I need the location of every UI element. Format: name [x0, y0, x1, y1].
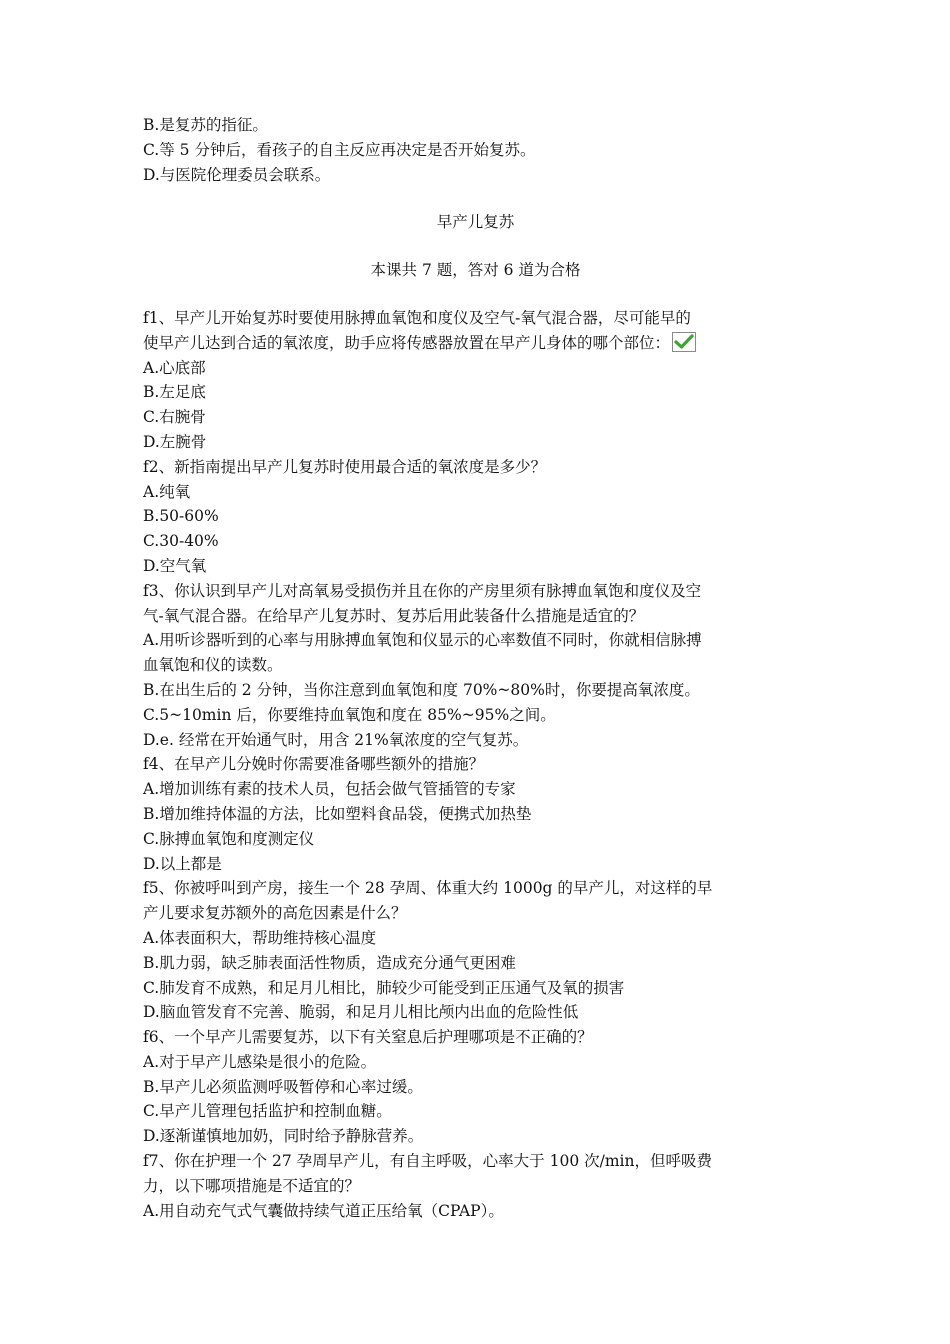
option-line: A.对于早产儿感染是很小的危险。: [143, 1052, 377, 1071]
option-line: C.右腕骨: [143, 408, 206, 427]
question-block: [143, 752, 808, 876]
question-block: [143, 579, 808, 753]
option-line: A.增加训练有素的技术人员，包括会做气管插管的专家: [143, 780, 516, 799]
question-block: [143, 455, 808, 579]
question-text: f4、在早产儿分娩时你需要准备哪些额外的措施？: [143, 755, 485, 774]
question-text: f6、一个早产儿需要复苏，以下有关窒息后护理哪项是不正确的？: [143, 1028, 593, 1047]
section-title: 早产儿复苏: [436, 213, 515, 232]
question-text: f5、你被呼叫到产房，接生一个 28 孕周、体重大约 1000g 的早产儿，对这样的早: [143, 879, 713, 898]
option-line: C.5~10min 后，你要维持血氧饱和度在 85%~95%之间。: [143, 705, 556, 724]
option-line: A.体表面积大，帮助维持核心温度: [143, 928, 377, 947]
option-line: A.用听诊器听到的心率与用脉搏血氧饱和仪显示的心率数值不同时，你就相信脉搏: [143, 631, 702, 650]
question-block: [143, 876, 808, 1025]
option-line: D.脑血管发育不完善、脆弱，和足月儿相比颅内出血的危险性低: [143, 1003, 579, 1022]
option-line: A.纯氧: [143, 482, 191, 501]
option-line: C.30-40%: [143, 532, 219, 551]
option-line: C.脉搏血氧饱和度测定仪: [143, 829, 315, 848]
option-line: D.以上都是: [143, 854, 222, 873]
document-content: [143, 113, 808, 1223]
option-line: B.在出生后的 2 分钟，当你注意到血氧饱和度 70%~80%时，你要提高氧浓度。: [143, 680, 700, 699]
option-line: A.用自动充气式气囊做持续气道正压给氧（CPAP）。: [143, 1201, 504, 1220]
question-text: f1、早产儿开始复苏时要使用脉搏血氧饱和度仪及空气-氧气混合器，尽可能早的: [143, 308, 691, 327]
option-line: C.等 5 分钟后，看孩子的自主反应再决定是否开始复苏。: [143, 140, 536, 159]
option-line: 血氧饱和仪的读数。: [143, 656, 283, 675]
option-line: B.早产儿必须监测呼吸暂停和心率过缓。: [143, 1077, 423, 1096]
question-text: f2、新指南提出早产儿复苏时使用最合适的氧浓度是多少？: [143, 457, 547, 476]
option-line: B.50-60%: [143, 507, 219, 526]
question-text: 气-氧气混合器。在给早产儿复苏时、复苏后用此装备什么措施是适宜的？: [143, 606, 645, 625]
question-text: f3、你认识到早产儿对高氧易受损伤并且在你的产房里须有脉搏血氧饱和度仪及空: [143, 581, 702, 600]
option-line: C.早产儿管理包括监护和控制血糖。: [143, 1102, 392, 1121]
question-text-part: 使早产儿达到合适的氧浓度，助手应将传感器放置在早产儿身体的哪个部位：: [143, 333, 671, 352]
section-subtitle: 本课共 7 题，答对 6 道为合格: [370, 261, 581, 280]
option-line: B.增加维持体温的方法，比如塑料食品袋，便携式加热垫: [143, 804, 532, 823]
question-text: f7、你在护理一个 27 孕周早产儿，有自主呼吸，心率大于 100 次/min，但呼吸费: [143, 1152, 712, 1171]
option-line: B.是复苏的指征。: [143, 116, 268, 134]
question-block: [143, 1149, 808, 1223]
option-line: B.左足底: [143, 383, 206, 402]
option-line: B.肌力弱，缺乏肺表面活性物质，造成充分通气更困难: [143, 953, 516, 972]
question-text: 产儿要求复苏额外的高危因素是什么？: [143, 904, 407, 923]
option-line: D.左腕骨: [143, 432, 207, 451]
checkmark-icon: [672, 332, 696, 352]
question-block: [143, 1025, 808, 1149]
option-line: A.心底部: [143, 358, 206, 377]
option-line: C.肺发育不成熟，和足月儿相比，肺较少可能受到正压通气及氧的损害: [143, 978, 625, 997]
question-block: [143, 306, 808, 455]
option-line: D.逐渐谨慎地加奶，同时给予静脉营养。: [143, 1127, 424, 1146]
option-line: D.与医院伦理委员会联系。: [143, 165, 331, 184]
option-line: D.空气氧: [143, 556, 207, 575]
option-line: D.e. 经常在开始通气时，用含 21%氧浓度的空气复苏。: [143, 730, 529, 749]
question-text: 力，以下哪项措施是不适宜的？: [143, 1176, 361, 1195]
question-text: [143, 331, 808, 356]
